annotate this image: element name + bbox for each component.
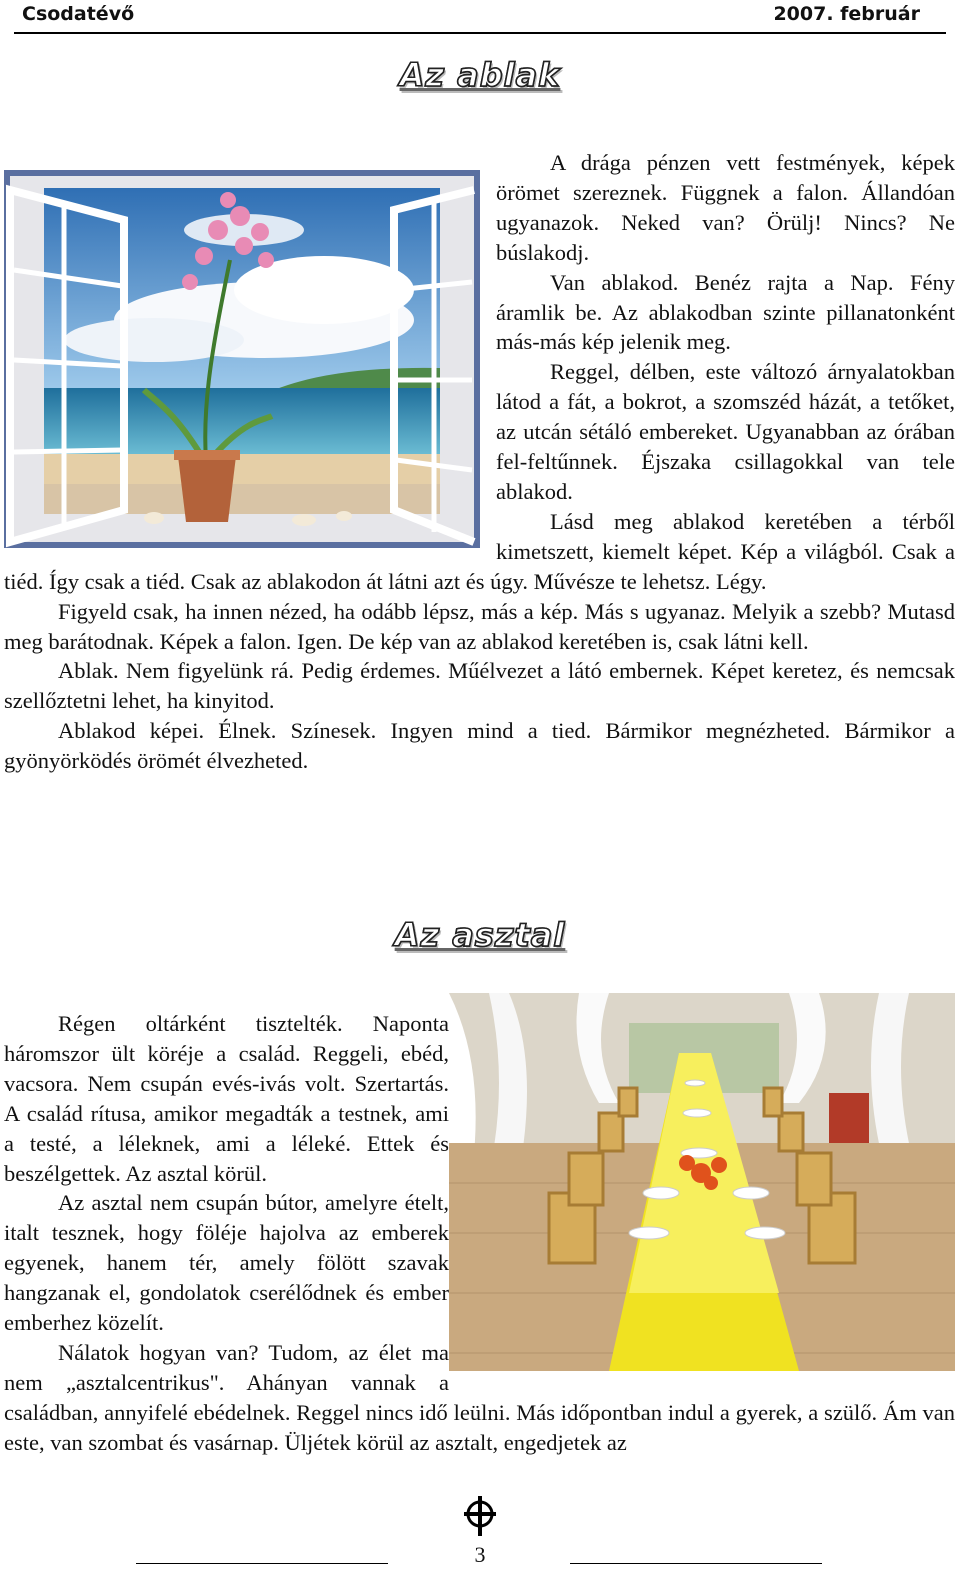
paragraph: Nálatok hogyan van? Tudom, az élet ma nem „asztalcentrikus". Ahányan vannak a családban, annyifelé ebédelnek. Reggel nincs idő leülni. Más időpontban indul a gyerek, a szülő. Ám van este, van szombat és vasárnap. Üljétek körül az asztalt, engedjetek az [4, 1339, 955, 1455]
article-title-table: Az asztal [394, 916, 566, 954]
issue-date: 2007. február [773, 3, 920, 25]
dining-table-image [449, 993, 955, 1377]
cross-ornament-icon [462, 1496, 498, 1541]
paragraph: Reggel, délben, este változó árnyalatokban látod a fát, a bokrot, a szomszéd házát, a tetőket, az utcán sétáló embereket. Ugyanabban az órában fel-feltűnnek. Éjszaka csillagokkal van tele ablakod. [496, 359, 955, 504]
page-header [14, 0, 946, 34]
paragraph: Figyeld csak, ha innen nézed, ha odább lépsz, más a kép. Más s ugyanaz. Melyik a szebb? Mutasd meg barátodnak. Képek a falon. Igen. De kép van az ablakod keretében is, csak látni kell. [4, 598, 955, 654]
magazine-name: Csodatévő [22, 3, 135, 25]
paragraph: Van ablakod. Benéz rajta a Nap. Fény áramlik be. Az ablakodban szinte pillanatonként más-más kép jelenik meg. [496, 269, 955, 355]
paragraph: Régen oltárként tisztelték. Naponta háromszor ült köréje a család. Reggeli, ebéd, vacsora. Nem csupán evés-ivás volt. Szertartás. A család rítusa, amikor megadták a testnek, ami a testé, a léleknek, ami a léleké. Ettek és beszélgettek. Az asztal körül. [4, 1011, 449, 1186]
paragraph: Lásd meg ablakod keretében a térből kimetszett, kiemelt képet. Kép a világból. Csak a tiéd. Így csak a tiéd. Csak az ablakodon át látni azt és úgy. Művésze te lehetsz. Légy. [4, 508, 955, 594]
paragraph: Ablak. Nem figyelünk rá. Pedig érdemes. Műélvezet a látó embernek. Képet keretez, és nemcsak szellőztetni lehet, ha kinyitod. [4, 658, 955, 714]
paragraph: Ablakod képei. Élnek. Színesek. Ingyen mind a tied. Bármikor megnézheted. Bármikor a gyönyörködés örömét élvezheted. [4, 718, 955, 774]
article-window-body [4, 148, 955, 776]
article-title-window: Az ablak [399, 56, 561, 94]
paragraph: A drága pénzen vett festmények, képek örömet szereznek. Függnek a falon. Állandóan ugyanazok. Neked van? Örülj! Nincs? Ne búslakodj. [496, 150, 955, 265]
window-painting-image [4, 148, 496, 552]
page-number: 3 [474, 1542, 486, 1567]
footer-rule-right [570, 1563, 822, 1564]
article-table-body [4, 1009, 955, 1458]
paragraph: Az asztal nem csupán bútor, amelyre ételt, italt tesznek, hogy föléje hajolva az emberek egyenek, hanem tér, amely fölött szavak hangzanak el, gondolatok cserélődnek és ember emberhez közelít. [4, 1190, 449, 1336]
